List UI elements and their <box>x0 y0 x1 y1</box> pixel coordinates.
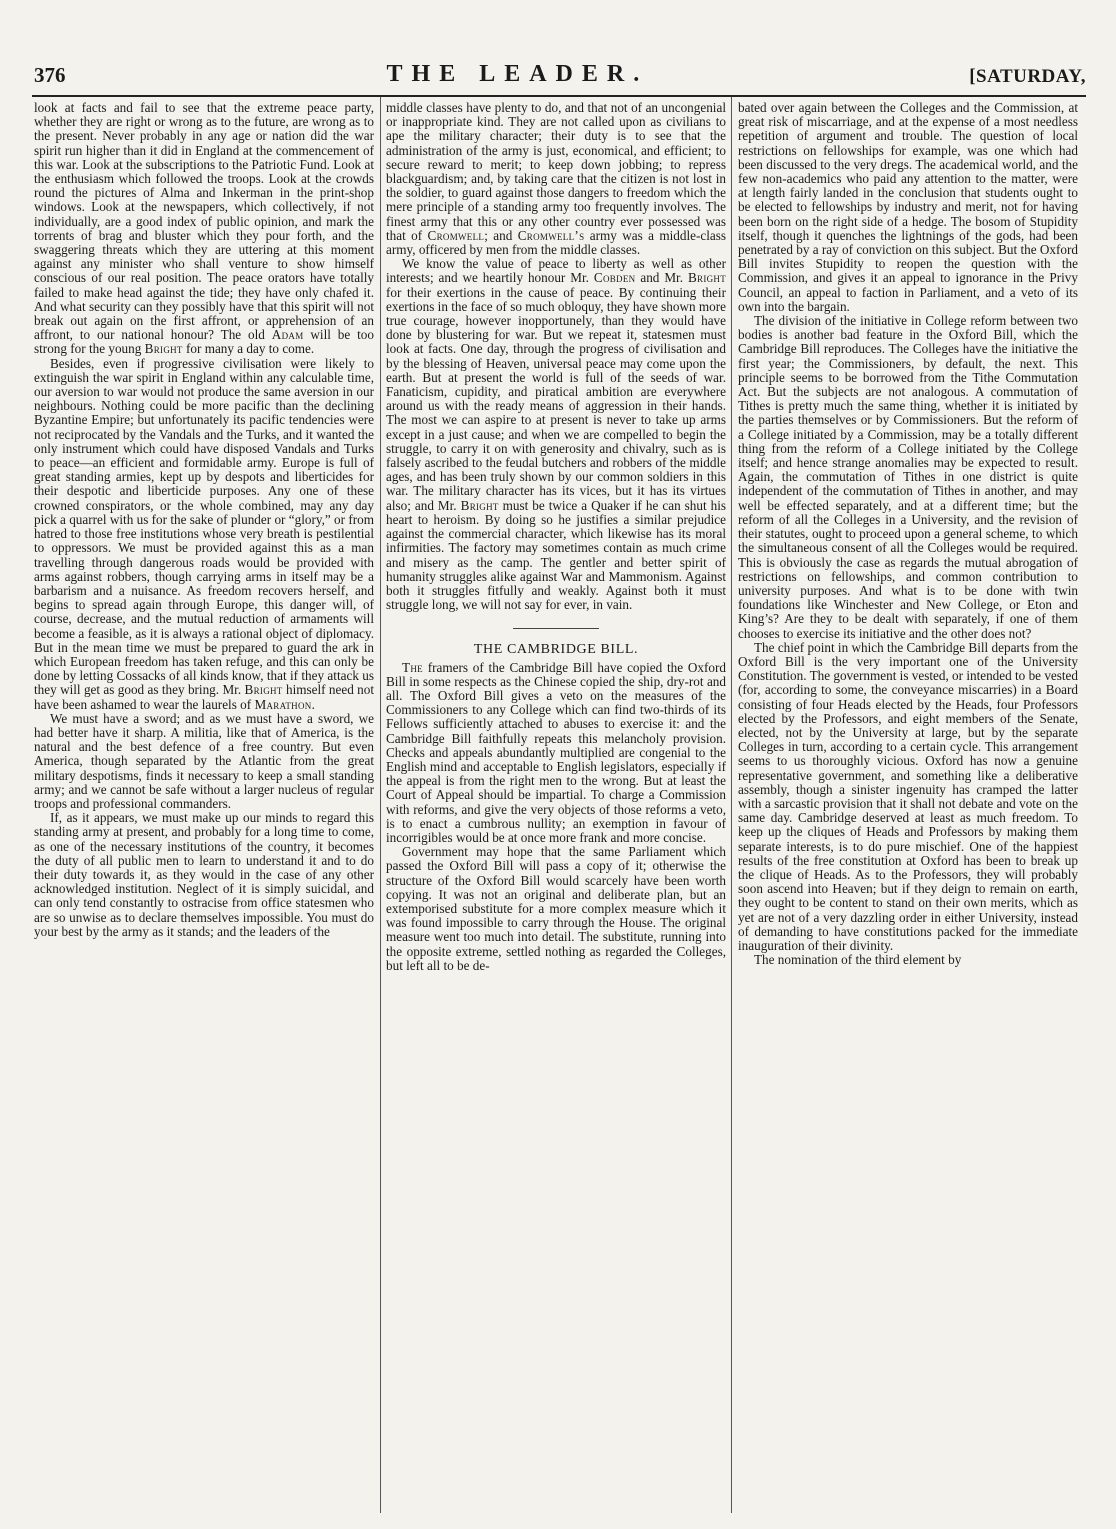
name-bright: Bright <box>144 341 183 357</box>
paragraph: bated over again between the Colleges and the Commission, at great risk of miscarriage, and at the expense of a most needless repetition of argument and trouble. The question of local restrictions on fellowships for example, was one which had been discussed to the very dregs. The academical world, and the few non-academics who paid any attention to the matter, were at length fairly landed in the conclusion that students ought to be elected to fellowships by industry and merit, not for having been born on the right side of a hedge. The bosom of Stupidity itself, though it quenches the lightnings of the gods, had been penetrated by a ray of conviction on this subject. But the Oxford Bill invites Stupidity to reopen the question with the Commission, and gives it an appeal to ignorance in the Privy Council, an appeal to faction in Parliament, and a veto of its own into the bargain. <box>738 101 1078 314</box>
paragraph: We know the value of peace to liberty as well as other interests; and we heartily honour Mr. Cobden and Mr. Bright for their exertions in the cause of peace. By continuing their exertions in the face of so much obloquy, they have shown more true courage, however inopportunely, than they would have done by blustering for war. But we repeat it, statesmen must look at facts. One day, through the progress of civilisation and by the blessing of Heaven, universal peace may come upon the earth. But at present the world is full of the seeds of war. Fanaticism, cupidity, and piratical ambition are everywhere around us with the ready means of aggression in their hands. The most we can aspire to at present is never to take up arms except in a just cause; and when we are compelled to begin the struggle, to carry it on with generosity and chivalry, such as is falsely ascribed to the feudal butchers and robbers of the middle ages, and has been truly shown by our common soldiers in this war. The military character has its vices, but it has its virtues also; and Mr. Bright must be twice a Quaker if he can shut his heart to heroism. By doing so he justifies a similar prejudice against the commercial character, which likewise has its moral infirmities. The factory may sometimes contain as much crime and misery as the camp. The gentler and better spirit of humanity struggles alike against War and Mammonism. Against both it struggles fitfully and weakly. Against both it must struggle long, we will not say for ever, in vain. <box>386 256 726 613</box>
column-2 <box>386 101 726 1513</box>
name-cromwell: Cromwell <box>427 227 485 243</box>
issue-day: [SATURDAY, <box>969 66 1086 87</box>
publication-title: THE LEADER. <box>386 61 649 87</box>
column-1 <box>34 101 374 1513</box>
paragraph: The framers of the Cambridge Bill have copied the Oxford Bill in some respects as the Chinese copied the ship, dry-rot and all. The Oxford Bill gives a veto on the measures of the Commissioners to any College which can find two-thirds of its Fellows sufficiently attached to abuses to exercise it: and the Cambridge Bill faithfully repeats this melancholy provision. Checks and appeals abundantly multiplied are congenial to the English mind and acceptable to English legislators, especially if the appeal is from the right men to the wrong. But at least the Court of Appeal should be impartial. To charge a Commission with reforms, and give the very objects of those reforms a veto, is to enact a cumbrous nullity; an exemption in favour of incorrigibles would be at once more frank and more concise. <box>386 659 726 845</box>
masthead <box>34 48 1086 88</box>
page-number: 376 <box>34 63 66 87</box>
paragraph: We must have a sword; and as we must have a sword, we had better have it sharp. A militia, like that of America, is the natural and the best defence of a free country. But even America, though separated by the Atlantic from the great military despotisms, finds it necessary to keep a small standing army; and we cannot be safe without a larger nucleus of regular troops and professional commanders. <box>34 710 374 811</box>
column-divider-1 <box>380 97 381 1513</box>
paragraph: look at facts and fail to see that the extreme peace party, whether they are right or wrong as to the future, are wrong as to the present. Never probably in any age or nation did the war spirit run higher than it did in England at the commencement of this war. Look at the subscriptions to the Patriotic Fund. Look at the enthusiasm which followed the troops. Look at the crowds round the pictures of Alma and Inkerman in the print-shop windows. Look at the newspapers, which collectively, if not individually, are a good index of public opinion, and mark the torrents of brag and bluster which they pour forth, and the swaggering threats which they are uttering at this moment against any minister who shall venture to show himself conscious of our real position. The peace orators have totally failed to make head against the tide; they have only chafed it. And what security can they possibly have that this spirit will not break out again on the first affront, or apprehension of an affront, to our national honour? The old Adam will be too strong for the young Bright for many a day to come. <box>34 101 374 357</box>
name-bright: Bright <box>244 682 283 698</box>
lead-word: The <box>402 659 423 675</box>
name-cobden: Cobden <box>593 270 636 286</box>
name-bright: Bright <box>460 497 499 513</box>
paragraph: The chief point in which the Cambridge Bill departs from the Oxford Bill is the very important one of the University Constitution. The government is vested, or intended to be vested (for, according to some, the conveyance miscarries) in a Board consisting of four Heads elected by the Heads, four Professors elected by the Professors, and eight members of the Senate, elected, not by the University at large, but by the separate Colleges in turn, according to a certain cycle. This arrangement seems to us thoroughly vicious. Oxford has now a genuine representative government, and something like a deliberative assembly, though a sinister ingenuity has cramped the latter with a sarcastic provision that it shall not debate and vote on the same day. Cambridge deserved at least as much freedom. To keep up the cliques of Heads and Professors by making them separate interests, is to do pure mischief. One of the happiest results of the free constitution at Oxford has been to break up the clique of Heads. As to the Professors, they will probably soon ascend into Heaven; but if they deign to remain on earth, they ought to be content to stand on their own merits, which as yet are not of a very dazzling order in either University, instead of demanding to have constitutions packed for the immediate inauguration of their divinity. <box>738 639 1078 953</box>
paragraph: Besides, even if progressive civilisation were likely to extinguish the war spirit in England within any calculable time, our aversion to war would not produce the same aversion in our neighbours. Nothing could be more pacific than the declining Byzantine Empire; but unfortunately its pacific tendencies were not reciprocated by the Vandals and the Turks, and it wanted the only instrument which could have disposed Vandals and Turks to peace—an efficient and formidable army. Europe is full of great standing armies, kept up by despots and liberticides for their despotic and liberticide purposes. Any one of these crowned conspirators, or the whole combined, may any day pick a quarrel with us for the sake of plunder or “glory,” or from hatred to those free institutions whose very breath is pestilential to oppressors. We must be provided against this as a man travelling through dangerous roads would be provided with arms against robbers, though carrying arms in itself may be a barbarism and a nuisance. As freedom recovers herself, and begins to spread again through Europe, this danger will, of course, decrease, and the mutual reduction of armaments will become a feasible, as it is always a rational object of diplomacy. But in the mean time we must be prepared to guard the ark in which European freedom has taken refuge, and this can only be done by letting Cossacks of all kinds know, that if they attack us they will get as good as they bring. Mr. Bright himself need not have been ashamed to wear the laurels of Marathon. <box>34 355 374 712</box>
header-rule <box>32 95 1086 97</box>
section-rule <box>513 628 599 629</box>
name-cromwells: Cromwell’s <box>517 227 585 243</box>
column-3 <box>738 101 1078 1513</box>
paragraph: If, as it appears, we must make up our minds to regard this standing army at present, and probably for a long time to come, as one of the necessary institutions of the country, it becomes the duty of all public men to learn to understand it and to do their duty towards it, as they would in the case of any other acknowledged institution. Neglect of it is simply suicidal, and can only tend constantly to ostracise from office statesmen who are so unwise as to declare themselves impossible. You must do your best by the army as it stands; and the leaders of the <box>34 810 374 939</box>
paragraph: middle classes have plenty to do, and that not of an uncongenial or inappropriate kind. They are not called upon as civilians to ape the military character; their duty is to see that the administration of the army is just, economical, and efficient; to secure reward to merit; to keep down jobbing; to repress blackguardism; and, by taking care that the citizen is not lost in the soldier, to guard against those dangers to freedom which the mere principle of a standing army too frequently involves. The finest army that this or any other country ever possessed was that of Cromwell; and Cromwell’s army was a middle-class army, officered by men from the middle classes. <box>386 101 726 258</box>
name-marathon: Marathon <box>254 696 312 712</box>
paragraph: The division of the initiative in College reform between two bodies is another bad feature in the Oxford Bill, which the Cambridge Bill reproduces. The Colleges have the initiative the first year; the Commissioners, by default, the next. This principle seems to be borrowed from the Tithe Commutation Act. But the subjects are not analogous. A commutation of Tithes is pretty much the same thing, whether it is initiated by the parties themselves or by Commissioners. But the reform of a College initiated by a Commission, may be a totally different thing from the reform of a College initiated by the College itself; and hence strange anomalies may be expected to result. Again, the commutation of Tithes in one district is quite independent of the commutation of Tithes in another, and may well be effected separately, and at a different time; but the reform of all the Colleges in a University, and the revision of their statutes, ought to proceed upon a general scheme, to which the simultaneous consent of all the Colleges would be required. This is obviously the case as regards the mutual abrogation of restrictions on fellowships, and common contribution to university purposes. And what is to be done with twin foundations like Winchester and New College, or Eton and King’s? Are they to be dealt with separately, if one of them chooses to exercise its initiative and the other does not? <box>738 313 1078 641</box>
paragraph: Government may hope that the same Parliament which passed the Oxford Bill will pass a copy of it; otherwise the structure of the Oxford Bill would scarcely have been worth copying. It was not an original and deliberate plan, but an extemporised substitute for a more complex measure which it was found impossible to carry through the House. The original measure went too much into detail. The substitute, running into the opposite extreme, settled nothing as regarded the Colleges, but left all to be de- <box>386 844 726 973</box>
name-adam: Adam <box>271 327 304 343</box>
article-heading: THE CAMBRIDGE BILL. <box>473 642 639 658</box>
name-bright: Bright <box>687 270 726 286</box>
column-divider-2 <box>731 97 732 1513</box>
paragraph: The nomination of the third element by <box>754 952 962 968</box>
